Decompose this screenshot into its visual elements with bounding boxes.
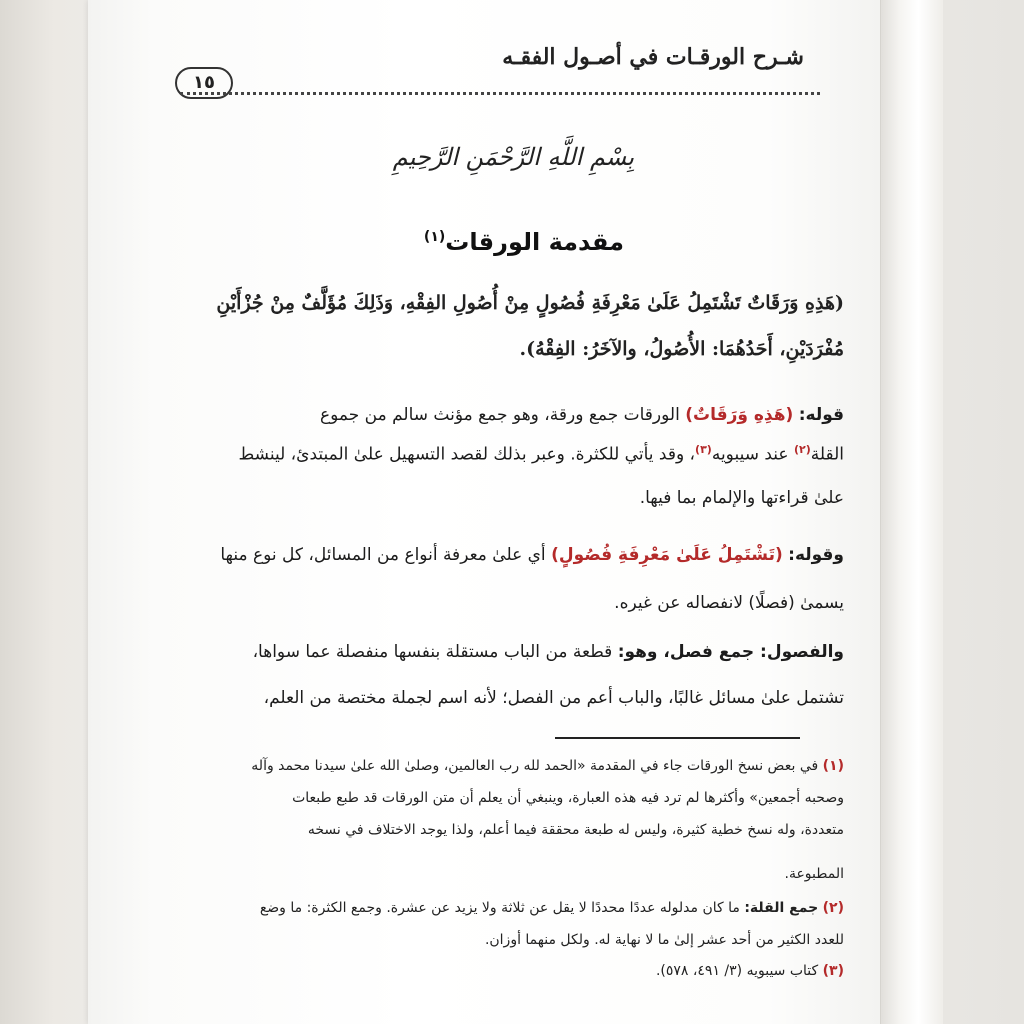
section-heading-footnote-marker: (١): [423, 229, 446, 245]
footnote-3-line-1: [656, 963, 844, 979]
page-number: ١٥: [175, 67, 233, 99]
p1-line2-c: ، وقد يأتي للكثرة. وعبر بذلك لقصد التسهيل علىٰ المبتدئ، لينشط: [238, 444, 696, 465]
p2-line1-rest: أي علىٰ معرفة أنواع من المسائل، كل نوع منها: [220, 545, 546, 565]
matn-line-1: (هَذِهِ وَرَقَاتٌ تَشْتَمِلُ عَلَىٰ مَعْرِفَةِ فُصُولٍ مِنْ أُصُولِ الفِقْهِ، وَذَلِكَ مُؤَلَّفٌ مِنْ جُزْأَيْنِ: [216, 292, 844, 314]
p1-line2-b: عند سيبويه: [711, 444, 789, 465]
footnote-2-text-1: ما كان مدلوله عددًا محددًا لا يقل عن ثلاثة ولا يزيد عن عشرة. وجمع الكثرة: ما وضع: [259, 900, 740, 916]
footnote-separator: [555, 737, 800, 739]
p1-footnote-ref-2: (٢): [793, 443, 811, 456]
footnote-3-text-1: كتاب سيبويه (٣/ ٤٩١، ٥٧٨).: [655, 963, 819, 979]
section-heading-text: مقدمة الورقات: [445, 228, 624, 256]
p2-lead: وقوله:: [788, 545, 844, 565]
footnote-3-number: (٣): [822, 963, 844, 979]
page-edge: [880, 0, 943, 1024]
footnote-1-number: (١): [822, 758, 844, 774]
paragraph-1-line-3: علىٰ قراءتها والإلمام بما فيها.: [639, 488, 844, 508]
p1-quote: (هَذِهِ وَرَقَاتٌ): [685, 405, 794, 425]
footnote-2-line-2: للعدد الكثير من أحد عشر إلىٰ ما لا نهاية له. ولكل منهما أوزان.: [484, 932, 844, 948]
paragraph-2-line-1: [220, 545, 844, 565]
p2-quote: (تَشْتَمِلُ عَلَىٰ مَعْرِفَةِ فُصُولٍ): [551, 545, 783, 565]
paragraph-2-line-2: يسمىٰ (فصلًا) لانفصاله عن غيره.: [614, 593, 844, 613]
p1-line1-rest: الورقات جمع ورقة، وهو جمع مؤنث سالم من جموع: [319, 405, 680, 425]
footnote-2-term: جمع القلة:: [744, 900, 819, 916]
basmala: بِسْمِ اللَّهِ الرَّحْمَنِ الرَّحِيمِ: [392, 143, 634, 171]
spine-shadow: [0, 0, 90, 1024]
paragraph-3-line-1: [253, 642, 844, 662]
footnote-1-text-1: في بعض نسخ الورقات جاء في المقدمة «الحمد لله رب العالمين، وصلىٰ الله علىٰ سيدنا محمد وآله: [251, 758, 819, 774]
footnote-1-line-4: المطبوعة.: [784, 866, 844, 882]
footnote-1-line-3: متعددة، وله نسخ خطية كثيرة، وليس له طبعة محققة فيما أعلم، ولذا يوجد الاختلاف في نسخه: [307, 822, 844, 838]
paragraph-1-line-1: [320, 405, 844, 425]
footnote-1-line-1: [251, 758, 844, 774]
footnote-2-line-1: [260, 900, 844, 916]
p3-lead: والفصول: جمع فصل، وهو:: [617, 642, 844, 662]
p1-footnote-ref-3: (٣): [695, 443, 712, 456]
section-heading: [424, 228, 624, 256]
running-header-title: شـرح الورقـات في أصـول الفقـه: [502, 44, 804, 70]
footnote-2-number: (٢): [822, 900, 844, 916]
paragraph-3-line-2: تشتمل علىٰ مسائل غالبًا، والباب أعم من الفصل؛ لأنه اسم لجملة مختصة من العلم،: [263, 688, 844, 708]
p1-line2-a: القلة: [810, 444, 844, 465]
footnote-1-line-2: وصحبه أجمعين» وأكثرها لم ترد فيه هذه العبارة، وينبغي أن يعلم أن متن الورقات قد طبع طبعات: [292, 790, 844, 806]
matn-line-2: مُفْرَدَيْنِ، أَحَدُهُمَا: الأُصُولُ، والآخَرُ: الفِقْهُ).: [519, 338, 844, 360]
header-dotted-rule: [180, 92, 820, 95]
p1-lead: قوله:: [798, 405, 844, 425]
p3-line1-rest: قطعة من الباب مستقلة بنفسها منفصلة عما سواها،: [252, 642, 613, 662]
paragraph-1-line-2: [239, 443, 844, 465]
